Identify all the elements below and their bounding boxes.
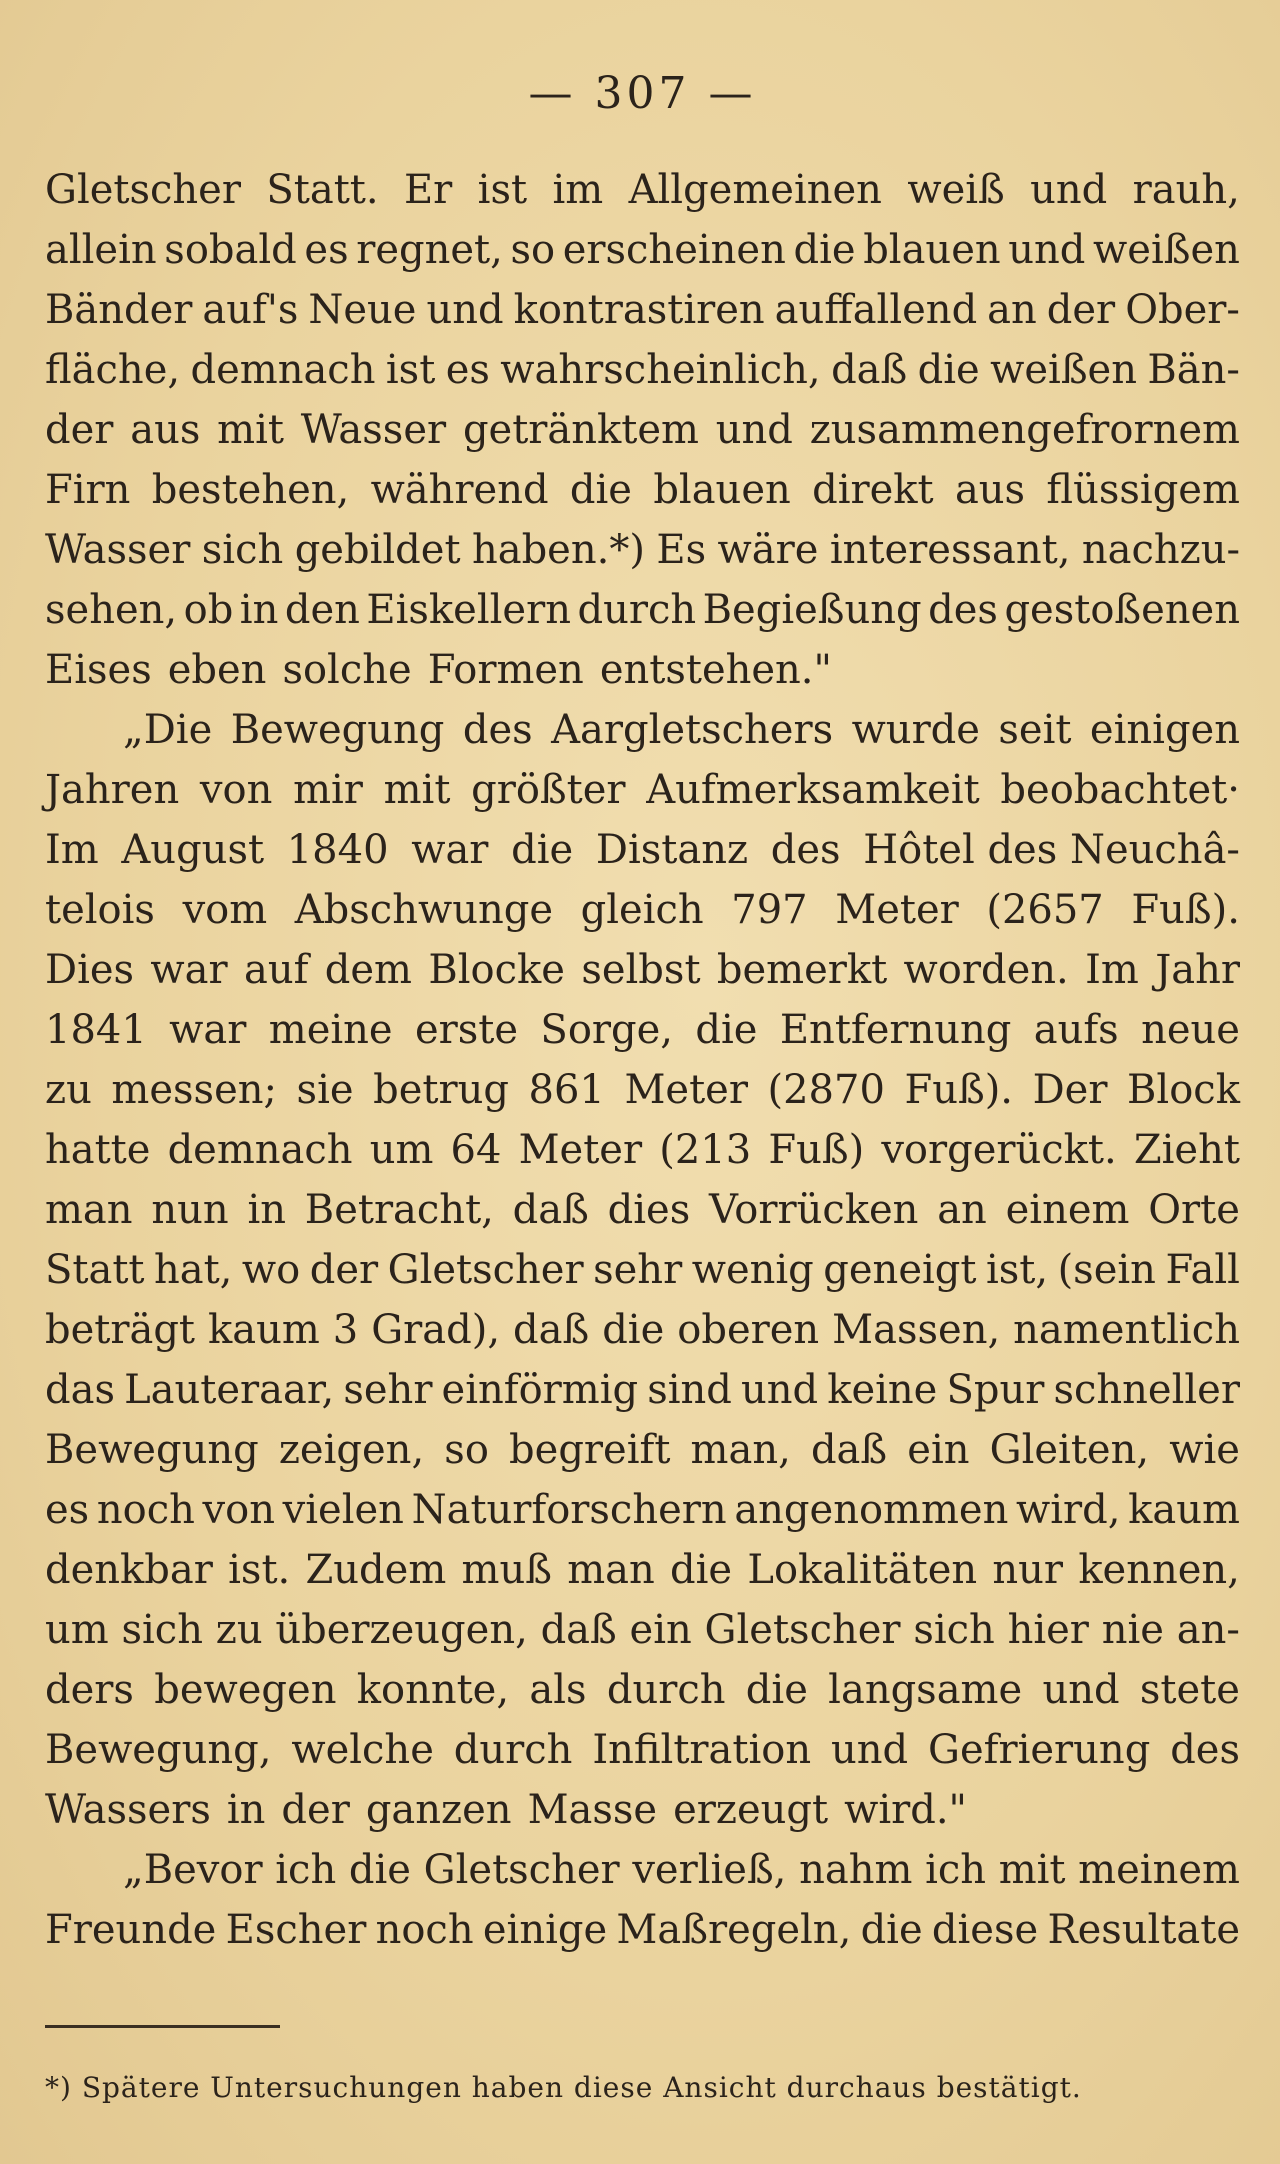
word: hatte — [45, 1127, 151, 1173]
word: ders — [45, 1667, 134, 1713]
word: messen; — [111, 1067, 277, 1113]
word: auf's — [202, 287, 299, 333]
word: nahm — [799, 1847, 913, 1893]
word: es — [304, 227, 349, 273]
word: sind — [647, 1367, 732, 1413]
word: eben — [167, 647, 267, 693]
word: Fuß). — [1131, 887, 1240, 933]
word: und — [715, 407, 793, 453]
word: Spur — [946, 1367, 1045, 1413]
word: weißen — [1093, 227, 1240, 273]
word: Fall — [1165, 1247, 1240, 1293]
word: Es — [656, 527, 707, 573]
word: Gletscher — [704, 1607, 901, 1653]
word: um — [45, 1607, 109, 1653]
word: Lokalitäten — [747, 1547, 978, 1593]
word: regnet, — [356, 227, 503, 273]
word: gleich — [580, 887, 704, 933]
word: (sein — [1057, 1247, 1156, 1293]
word: meine — [268, 1007, 393, 1053]
word: der — [45, 407, 114, 453]
word: Naturforschern — [411, 1487, 727, 1533]
word: 64 — [450, 1127, 502, 1173]
word: wäre — [717, 527, 819, 573]
word: vorgerückt. — [881, 1127, 1117, 1173]
word: sie — [296, 1067, 354, 1113]
word: erzeugt — [673, 1787, 829, 1833]
word: man — [45, 1187, 133, 1233]
word: dies — [607, 1187, 691, 1233]
text-line — [45, 700, 1240, 760]
word: rauh, — [1132, 167, 1240, 213]
word: (2870 — [767, 1067, 885, 1113]
word: daß — [513, 1307, 590, 1353]
book-page — [45, 64, 1240, 2154]
word: im — [552, 167, 604, 213]
word: war — [411, 827, 489, 873]
word: zeigen, — [278, 1427, 425, 1473]
word: sich — [121, 1607, 203, 1653]
word: kaum — [207, 1307, 320, 1353]
word: oberen — [677, 1307, 820, 1353]
word: ist — [477, 167, 528, 213]
word: der — [309, 1247, 379, 1293]
text-line — [45, 520, 1240, 580]
word: Entfernung — [779, 1007, 1012, 1053]
word: (2657 — [986, 887, 1104, 933]
word: bestehen, — [151, 467, 350, 513]
word: zusammengefrornem — [809, 407, 1240, 453]
word: hat, — [153, 1247, 233, 1293]
word: diese — [931, 1907, 1039, 1953]
text-line — [45, 1900, 1240, 1960]
word: wahrscheinlich, — [500, 347, 821, 393]
word: Im — [45, 827, 99, 873]
word: die — [602, 1307, 665, 1353]
word: Aargletschers — [551, 707, 834, 753]
word: und — [831, 1727, 909, 1773]
word: Bänder — [45, 287, 193, 333]
word: kontrastiren — [513, 287, 765, 333]
word: das — [45, 1367, 115, 1413]
word: blauen — [863, 227, 1001, 273]
word: ob — [183, 587, 234, 633]
word: Aufmerksamkeit — [646, 767, 980, 813]
text-line — [45, 1420, 1240, 1480]
word: Freunde — [45, 1907, 217, 1953]
word: sehr — [593, 1247, 683, 1293]
word: denkbar — [45, 1547, 213, 1593]
word: Massen, — [832, 1307, 1001, 1353]
word: die — [670, 1547, 733, 1593]
text-line — [45, 1480, 1240, 1540]
word: durch — [606, 1667, 726, 1713]
word: Bewegung — [45, 1427, 259, 1473]
word: noch — [375, 1907, 474, 1953]
text-line — [45, 1240, 1240, 1300]
word: des — [928, 587, 998, 633]
word: fläche, — [45, 347, 181, 393]
word: nachzu- — [1081, 527, 1240, 573]
word: zu — [45, 1067, 92, 1113]
word: wenig — [691, 1247, 814, 1293]
word: daß — [831, 347, 908, 393]
word: es — [445, 347, 490, 393]
text-line — [45, 1660, 1240, 1720]
word: Ober- — [1125, 287, 1240, 333]
word: Resultate — [1047, 1907, 1240, 1953]
text-line — [45, 1780, 1240, 1840]
word: demnach — [167, 1127, 353, 1173]
word: telois — [45, 887, 155, 933]
word: Masse — [527, 1787, 658, 1833]
word: Abschwunge — [294, 887, 554, 933]
word: kaum — [1128, 1487, 1240, 1533]
word: an — [937, 1187, 987, 1233]
word: Dies — [45, 947, 135, 993]
word: durch — [577, 587, 697, 633]
word: Gleiten, — [989, 1427, 1150, 1473]
word: 861 — [528, 1067, 605, 1113]
word: gebildet — [294, 527, 461, 573]
word: der — [281, 1787, 350, 1833]
word: Hôtel des Neuchâ- — [863, 827, 1240, 873]
word: erscheinen — [562, 227, 786, 273]
text-line — [45, 1300, 1240, 1360]
word: mit — [998, 1847, 1066, 1893]
text-line — [45, 400, 1240, 460]
word: Blocke — [428, 947, 565, 993]
word: namentlich — [1013, 1307, 1240, 1353]
word: Lauteraar, — [124, 1367, 335, 1413]
word: meinem — [1078, 1847, 1240, 1893]
word: der — [1046, 287, 1116, 333]
word: mir — [293, 767, 363, 813]
word: sehen, — [45, 587, 178, 633]
word: von — [199, 767, 273, 813]
word: wird, — [1016, 1487, 1121, 1533]
word: allein — [45, 227, 157, 273]
word: konnte, — [356, 1667, 510, 1713]
word: als — [529, 1667, 587, 1713]
word: vielen — [282, 1487, 404, 1533]
word: blauen — [653, 467, 791, 513]
word: größter — [471, 767, 626, 813]
word: überzeugen, — [275, 1607, 528, 1653]
word: in — [226, 1787, 266, 1833]
word: nun — [151, 1187, 229, 1233]
footnote: *) Spätere Untersuchungen haben diese Ansicht durchaus bestätigt. — [45, 2071, 1082, 2104]
word: demnach — [190, 347, 376, 393]
word: gestoßenen — [1004, 587, 1240, 633]
word: Betracht, — [304, 1187, 494, 1233]
word: um — [369, 1127, 434, 1173]
word: sehr — [343, 1367, 433, 1413]
word: Er — [403, 167, 453, 213]
word: Jahr — [1155, 947, 1240, 993]
word: Neue — [308, 287, 417, 333]
word: mit — [383, 767, 451, 813]
word: neue — [1141, 1007, 1240, 1053]
word: Eiskellern — [366, 587, 571, 633]
word: geneigt — [823, 1247, 977, 1293]
word: war — [169, 1007, 247, 1053]
word: langsame — [828, 1667, 1023, 1713]
word: Wasser — [45, 527, 191, 573]
word: beträgt — [45, 1307, 195, 1353]
word: so — [510, 227, 556, 273]
word: ein — [629, 1607, 692, 1653]
text-line — [45, 1360, 1240, 1420]
word: war — [150, 947, 228, 993]
word: zu — [215, 1607, 263, 1653]
word: sich — [201, 527, 284, 573]
word: ist — [385, 347, 436, 393]
word: wird." — [844, 1787, 967, 1833]
word: Statt — [45, 1247, 145, 1293]
word: einige — [482, 1907, 608, 1953]
word: wurde — [851, 707, 980, 753]
word: die — [793, 227, 856, 273]
word: direkt — [812, 467, 934, 513]
word: seit — [998, 707, 1072, 753]
word: Bewegung, — [45, 1727, 272, 1773]
word: daß — [512, 1187, 589, 1233]
word: nie — [1101, 1607, 1164, 1653]
word: Wasser — [300, 407, 447, 453]
word: des — [770, 827, 841, 873]
word: Gletscher — [387, 1247, 584, 1293]
word: Sorge, — [540, 1007, 674, 1053]
word: den — [284, 587, 360, 633]
word: Formen — [427, 647, 584, 693]
word: Gletscher — [45, 167, 241, 213]
word: die — [695, 1007, 758, 1053]
word: durch — [453, 1727, 573, 1773]
word: Zieht — [1133, 1127, 1240, 1173]
word: Meter — [835, 887, 959, 933]
word: stete — [1139, 1667, 1240, 1713]
text-line — [45, 460, 1240, 520]
word: einigen — [1089, 707, 1240, 753]
word: es — [45, 1487, 90, 1533]
text-line — [45, 1120, 1240, 1180]
word: Block — [1127, 1067, 1240, 1113]
word: Orte — [1148, 1187, 1240, 1233]
word: Bän- — [1147, 347, 1240, 393]
word: Gletscher — [423, 1847, 620, 1893]
word: 1841 — [45, 1007, 147, 1053]
word: sich — [913, 1607, 995, 1653]
word: Im — [1085, 947, 1139, 993]
word: wo — [241, 1247, 301, 1293]
word: daß — [810, 1427, 888, 1473]
word: sobald — [164, 227, 297, 273]
word: Maßregeln, — [616, 1907, 852, 1953]
word: die — [917, 347, 980, 393]
text-line — [45, 1600, 1240, 1660]
word: auf — [244, 947, 309, 993]
word: worden. — [903, 947, 1069, 993]
word: nur — [992, 1547, 1064, 1593]
word: man, — [690, 1427, 791, 1473]
word: keine — [827, 1367, 938, 1413]
word: einem — [1005, 1187, 1130, 1233]
word: begreift — [509, 1427, 671, 1473]
word: aus — [130, 407, 201, 453]
word: Firn — [45, 467, 131, 513]
word: Bewegung — [230, 707, 445, 753]
word: man — [567, 1547, 655, 1593]
word: entstehen." — [599, 647, 832, 693]
word: Meter — [624, 1067, 748, 1113]
text-line — [45, 280, 1240, 340]
text-line — [45, 1180, 1240, 1240]
word: während — [370, 467, 549, 513]
word: so — [444, 1427, 489, 1473]
word: und — [1030, 167, 1108, 213]
word: beobachtet· — [1000, 767, 1240, 813]
word: hier — [1007, 1607, 1089, 1653]
word: und — [740, 1367, 819, 1413]
word: „Bevor — [123, 1847, 263, 1893]
word: des — [462, 707, 533, 753]
word: Allgemeinen — [628, 167, 882, 213]
word: von — [202, 1487, 275, 1533]
word: Fuß). — [904, 1067, 1014, 1113]
word: in — [247, 1187, 286, 1233]
page-number: — 307 — — [528, 68, 757, 119]
word: welche — [291, 1727, 434, 1773]
word: verließ, — [632, 1847, 787, 1893]
word: Begießung — [702, 587, 922, 633]
word: Eises — [45, 647, 152, 693]
word: August — [121, 827, 265, 873]
word: Jahren — [45, 767, 180, 813]
word: angenommen — [734, 1487, 1009, 1533]
word: weißen — [990, 347, 1137, 393]
word: an — [987, 287, 1037, 333]
word: haben.*) — [471, 527, 645, 573]
word: selbst — [581, 947, 701, 993]
word: aus — [954, 467, 1026, 513]
word: 797 — [731, 887, 808, 933]
word: in — [239, 587, 279, 633]
word: Escher — [225, 1907, 367, 1953]
word: Fuß) — [768, 1127, 865, 1173]
word: „Die — [123, 707, 213, 753]
word: die — [745, 1667, 808, 1713]
text-line — [45, 820, 1240, 880]
word: betrug — [373, 1067, 509, 1113]
word: Vorrücken — [709, 1187, 919, 1233]
word: ist, — [985, 1247, 1049, 1293]
word: weiß — [907, 167, 1005, 213]
word: Grad), — [371, 1307, 501, 1353]
word: bemerkt — [716, 947, 888, 993]
text-line — [45, 880, 1240, 940]
word: Meter — [518, 1127, 643, 1173]
text-line — [45, 940, 1240, 1000]
word: Gefrierung — [928, 1727, 1151, 1773]
footnote-rule — [45, 2025, 280, 2028]
word: die — [511, 827, 574, 873]
word: Wassers — [45, 1787, 211, 1833]
word: getränktem — [462, 407, 699, 453]
word: Der — [1032, 1067, 1108, 1113]
word: auffallend — [774, 287, 978, 333]
word: dem — [324, 947, 412, 993]
text-line — [45, 580, 1240, 640]
word: des — [1170, 1727, 1240, 1773]
text-line — [45, 1000, 1240, 1060]
word: aufs — [1033, 1007, 1119, 1053]
word: flüssigem — [1046, 467, 1240, 513]
text-line — [45, 1840, 1240, 1900]
body-text — [45, 160, 1240, 1960]
word: und — [1042, 1667, 1120, 1713]
text-line — [45, 1060, 1240, 1120]
word: Zudem — [305, 1547, 447, 1593]
text-line — [45, 640, 1240, 700]
word: Infiltration — [592, 1727, 812, 1773]
word: kennen, — [1078, 1547, 1240, 1593]
word: muß — [461, 1547, 552, 1593]
text-line — [45, 340, 1240, 400]
text-line — [45, 1540, 1240, 1600]
word: noch — [96, 1487, 195, 1533]
word: und — [1008, 227, 1086, 273]
word: daß — [540, 1607, 617, 1653]
word: wie — [1169, 1427, 1240, 1473]
text-line — [45, 220, 1240, 280]
text-line — [45, 760, 1240, 820]
word: die — [569, 467, 632, 513]
word: die — [860, 1907, 923, 1953]
word: an- — [1176, 1607, 1240, 1653]
word: ich — [925, 1847, 987, 1893]
text-line — [45, 1720, 1240, 1780]
word: und — [426, 287, 504, 333]
word: mit — [217, 407, 284, 453]
word: (213 — [659, 1127, 752, 1173]
word: vom — [182, 887, 268, 933]
word: schneller — [1053, 1367, 1240, 1413]
word: ist. — [228, 1547, 291, 1593]
word: solche — [282, 647, 412, 693]
word: ich — [275, 1847, 337, 1893]
word: Statt. — [266, 167, 379, 213]
word: ganzen — [365, 1787, 512, 1833]
word: bewegen — [154, 1667, 337, 1713]
word: 1840 — [286, 827, 389, 873]
word: erste — [414, 1007, 519, 1053]
word: Distanz — [595, 827, 749, 873]
word: einförmig — [441, 1367, 639, 1413]
word: 3 — [332, 1307, 359, 1353]
word: ein — [907, 1427, 970, 1473]
text-line — [45, 160, 1240, 220]
word: interessant, — [829, 527, 1071, 573]
word: die — [348, 1847, 411, 1893]
